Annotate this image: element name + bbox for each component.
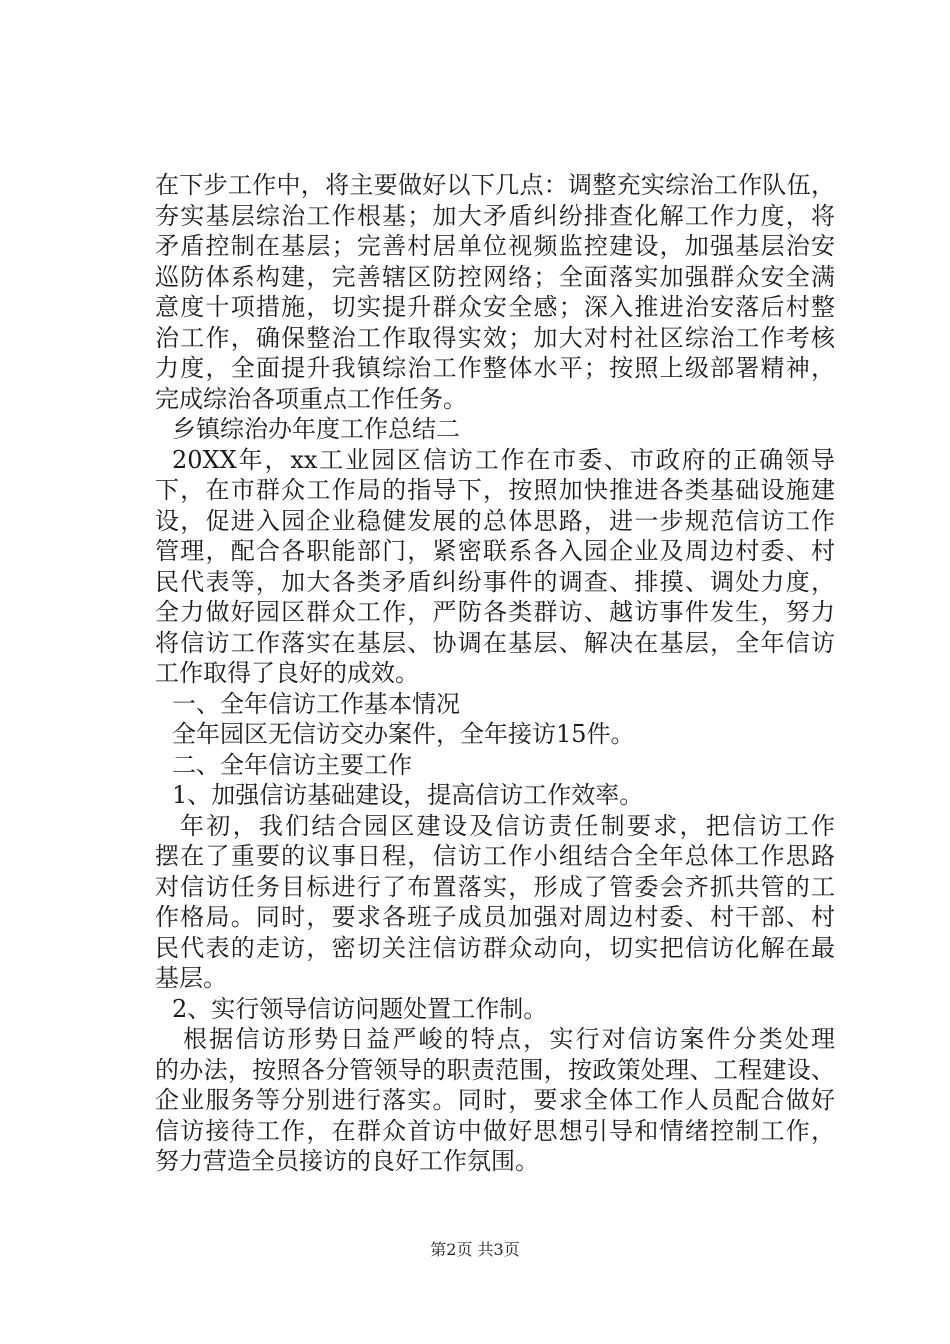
paragraph-line: 基层。: [155, 964, 227, 992]
paragraph-line: 在下步工作中，将主要做好以下几点：调整充实综治工作队伍，: [155, 171, 835, 199]
paragraph-line: 力度，全面提升我镇综治工作整体水平；按照上级部署精神，: [155, 354, 835, 382]
paragraph-line: 根据信访形势日益严峻的特点，实行对信访案件分类处理: [183, 1025, 835, 1053]
paragraph-line: 矛盾控制在基层；完善村居单位视频监控建设，加强基层治安: [155, 232, 835, 260]
paragraph-line: 年初，我们结合园区建设及信访责任制要求，把信访工作: [180, 811, 835, 840]
document-body: [155, 170, 835, 1177]
page-number-footer: 第2页 共3页: [430, 1240, 520, 1259]
subsection-heading: 2、实行领导信访问题处置工作制。: [172, 994, 548, 1023]
paragraph-line: 下，在市群众工作局的指导下，按照加快推进各类基础设施建: [155, 476, 835, 504]
paragraph-line: 努力营造全员接访的良好工作氛围。: [155, 1147, 539, 1175]
paragraph-line: 20XX年，xx工业园区信访工作在市委、市政府的正确领导: [172, 445, 835, 474]
paragraph-line: 企业服务等分别进行落实。同时，要求全体工作人员配合做好: [155, 1086, 835, 1114]
paragraph-line: 夯实基层综治工作根基；加大矛盾纠纷排查化解工作力度，将: [155, 201, 835, 230]
section-heading: 二、全年信访主要工作: [172, 750, 412, 779]
paragraph-line: 的办法，按照各分管领导的职责范围，按政策处理、工程建设、: [155, 1055, 835, 1084]
paragraph-line: 对信访任务目标进行了布置落实，形成了管委会齐抓共管的工: [155, 872, 835, 901]
paragraph-line: 工作取得了良好的成效。: [155, 659, 419, 687]
paragraph-line: 完成综治各项重点工作任务。: [155, 384, 467, 413]
subsection-heading: 1、加强信访基础建设，提高信访工作效率。: [172, 781, 644, 809]
section-heading: 一、全年信访工作基本情况: [172, 689, 460, 718]
paragraph-line: 意度十项措施，切实提升群众安全感；深入推进治安落后村整: [155, 293, 835, 321]
paragraph-line: 民代表等，加大各类矛盾纠纷事件的调查、排摸、调处力度，: [155, 567, 835, 596]
paragraph-line: 设，促进入园企业稳健发展的总体思路，进一步规范信访工作: [155, 506, 835, 535]
paragraph-line: 全力做好园区群众工作，严防各类群访、越访事件发生，努力: [155, 598, 835, 626]
paragraph-line: 管理，配合各职能部门，紧密联系各入园企业及周边村委、村: [155, 537, 835, 565]
paragraph-line: 信访接待工作，在群众首访中做好思想引导和情绪控制工作，: [155, 1116, 835, 1145]
paragraph-line: 摆在了重要的议事日程，信访工作小组结合全年总体工作思路: [155, 842, 835, 870]
paragraph-line: 将信访工作落实在基层、协调在基层、解决在基层，全年信访: [155, 628, 835, 657]
section-heading: 乡镇综治办年度工作总结二: [172, 415, 460, 443]
paragraph-line: 全年园区无信访交办案件，全年接访15件。: [172, 720, 635, 748]
paragraph-line: 治工作，确保整治工作取得实效；加大对村社区综治工作考核: [155, 323, 835, 352]
paragraph-line: 民代表的走访，密切关注信访群众动向，切实把信访化解在最: [155, 933, 835, 962]
paragraph-line: 巡防体系构建，完善辖区防控网络；全面落实加强群众安全满: [155, 262, 835, 291]
paragraph-line: 作格局。同时，要求各班子成员加强对周边村委、村干部、村: [155, 903, 835, 931]
